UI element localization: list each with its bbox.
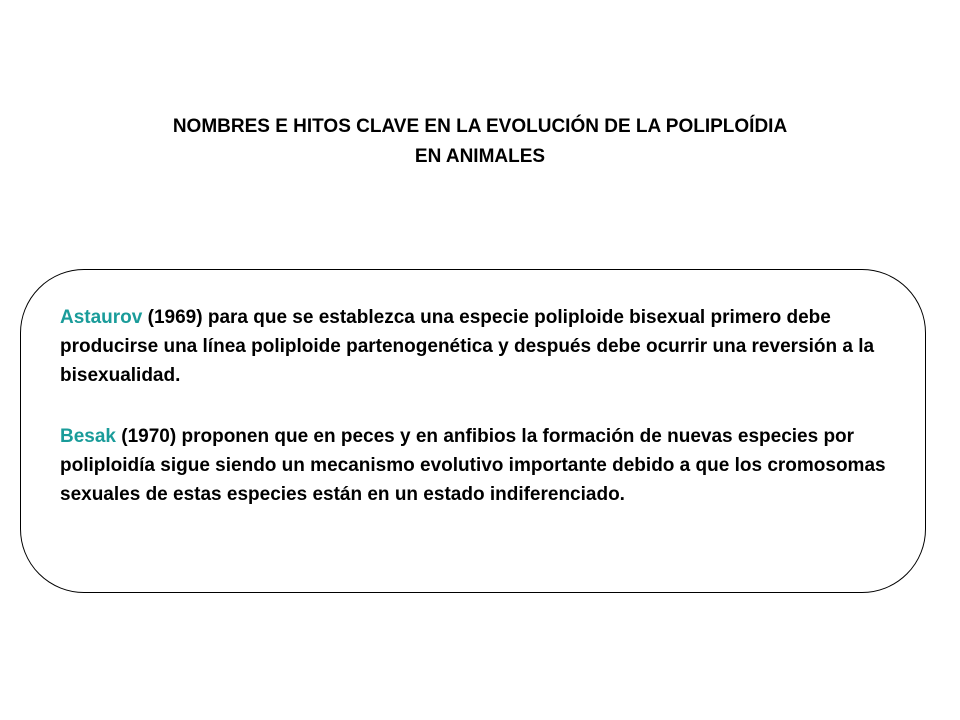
author-name: Astaurov [60,307,143,328]
author-name: Besak [60,426,116,447]
title-line-2: EN ANIMALES [414,146,546,167]
entry-besak [60,422,910,509]
entry-text: (1969) para que se establezca una especie poliploide bisexual primero debe producirse una línea poliploide partenogenética y después debe ocurrir una reversión a la bisexualidad. [60,307,875,386]
title-line-1: NOMBRES E HITOS CLAVE EN LA EVOLUCIÓN DE LA POLIPLOÍDIA [172,116,788,137]
entry-text: (1970) proponen que en peces y en anfibios la formación de nuevas especies por poliploidía sigue siendo un mecanismo evolutivo importante debido a que los cromosomas sexuales de estas especies están en un estado indiferenciado. [60,426,886,505]
entry-astaurov [60,303,910,390]
slide-title [60,112,900,172]
